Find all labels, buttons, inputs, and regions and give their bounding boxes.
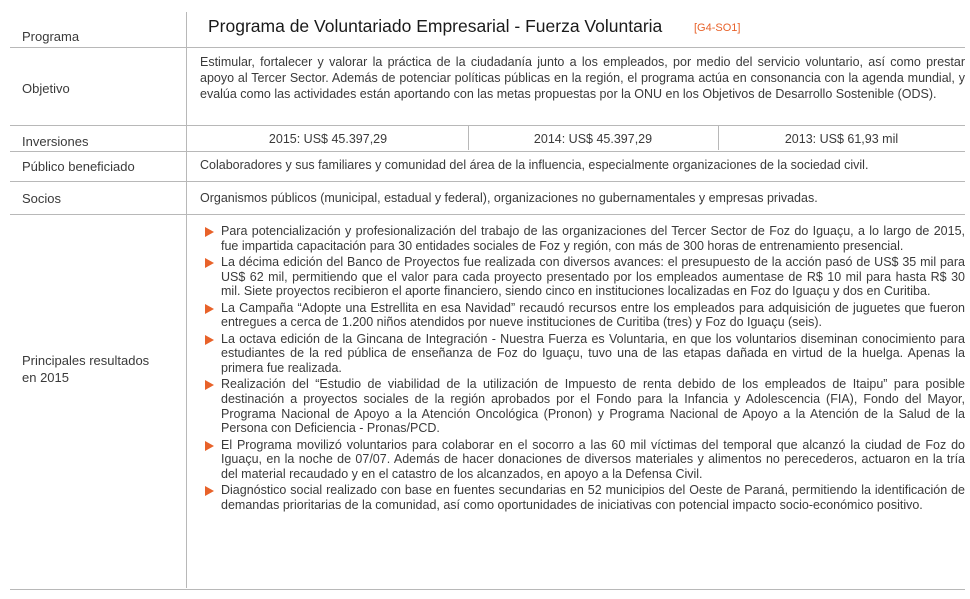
results-label-line2: en 2015	[22, 370, 69, 385]
row-divider	[10, 125, 965, 126]
row-divider	[10, 214, 965, 215]
investment-2015: 2015: US$ 45.397,29	[268, 132, 388, 146]
list-item: La décima edición del Banco de Proyectos fue realizada con diversos avances: el presupuesto de la acción pasó de US$ 35 mil para US$ 62 mil, permitiendo que el valor para cada proyecto presentado por los empleados aumentase de R$ 10 mil para hasta R$ 30 mil. Siete proyectos recibieron el aporte financiero, siendo cinco en instituciones localizadas en Foz do Iguaçu y dos en Curitiba.	[203, 255, 965, 299]
list-item: Realización del “Estudio de viabilidad de la utilización de Impuesto de renta debido de los empleados de Itaipu” para posible destinación a proyectos sociales de la región aprobados por el Fondo para la Infancia y Adolescencia (FIA), Fondo del Mayor, Programa Nacional de Apoyo a la Atención Oncológica (Pronon) y Programa Nacional de Apoyo a la Atención de la Salud de la Persona con Deficiencia - Pronas/PCD.	[203, 377, 965, 435]
triangle-right-icon	[205, 380, 214, 390]
list-item: La Campaña “Adopte una Estrellita en esa Navidad” recaudó recursos entre los empleados para adquisición de juguetes que fueron entregues a cerca de 1.200 niños atendidos por nueve instituciones de Curitiba (tres) y Foz do Iguaçu (seis).	[203, 301, 965, 330]
partners-label: Socios	[22, 191, 62, 206]
column-divider	[186, 12, 187, 588]
triangle-right-icon	[205, 335, 214, 345]
results-list	[203, 224, 965, 514]
objective-text: Estimular, fortalecer y valorar la práctica de la ciudadanía junto a los empleados, por medio del servicio voluntario, así como prestar apoyo al Tercer Sector. Además de potenciar políticas públicas en la región, el programa actúa en consonancia con la agenda mundial, y evalúa como las actividades están aportando con las metas propuestas por la ONU en los Objetivos de Desarrollo Sostenible (ODS).	[200, 55, 965, 101]
program-title: Programa de Voluntariado Empresarial - Fuerza Voluntaria	[208, 16, 663, 36]
audience-text: Colaboradores y sus familiares y comunidad del área de la influencia, especialmente organizaciones de la sociedad civil.	[200, 158, 869, 172]
row-divider	[10, 589, 965, 590]
results-label	[22, 352, 149, 386]
list-item: La octava edición de la Gincana de Integración - Nuestra Fuerza es Voluntaria, en que los voluntarios diseminan conocimiento para estudiantes de la red pública de enseñanza de Foz do Iguaçu, tuvo una de las etapas dañada en virtud de la huelga. Apenas la primera fue realizada.	[203, 332, 965, 376]
row-divider	[10, 181, 965, 182]
triangle-right-icon	[205, 441, 214, 451]
triangle-right-icon	[205, 486, 214, 496]
partners-text: Organismos públicos (municipal, estadual y federal), organizaciones no gubernamentales y empresas privadas.	[200, 191, 818, 205]
list-item: Diagnóstico social realizado con base en fuentes secundarias en 52 municipios del Oeste de Paraná, permitiendo la identificación de demandas prioritarias de la comunidad, así como oportunidades de iniciativas con potencial impacto socio-económico positivo.	[203, 483, 965, 512]
objective-label: Objetivo	[22, 81, 70, 96]
triangle-right-icon	[205, 258, 214, 268]
triangle-right-icon	[205, 304, 214, 314]
investment-2013: 2013: US$ 61,93 mil	[784, 132, 899, 146]
row-divider	[10, 47, 965, 48]
list-item: Para potencialización y profesionalización del trabajo de las organizaciones del Tercer Sector de Foz do Iguaçu, a lo largo de 2015, fue impartida capacitación para 30 entidades sociales de Foz y región, con más de 300 horas de entrenamiento presencial.	[203, 224, 965, 253]
program-label: Programa	[22, 29, 80, 44]
row-divider	[10, 151, 965, 152]
investments-label: Inversiones	[22, 134, 89, 149]
triangle-right-icon	[205, 227, 214, 237]
program-code: [G4-SO1]	[694, 22, 741, 34]
results-label-line1: Principales resultados	[22, 353, 150, 368]
investment-2014: 2014: US$ 45.397,29	[533, 132, 653, 146]
audience-label: Público beneficiado	[22, 159, 135, 174]
list-item: El Programa movilizó voluntarios para colaborar en el socorro a las 60 mil víctimas del temporal que alcanzó la ciudad de Foz do Iguaçu, en la noche de 07/07. Además de hacer donaciones de diversos materiales y alimentos no perecederos, actuaron en la tría del material recaudado y en el catastro de los alcanzados, en apoyo a la Defensa Civil.	[203, 438, 965, 482]
